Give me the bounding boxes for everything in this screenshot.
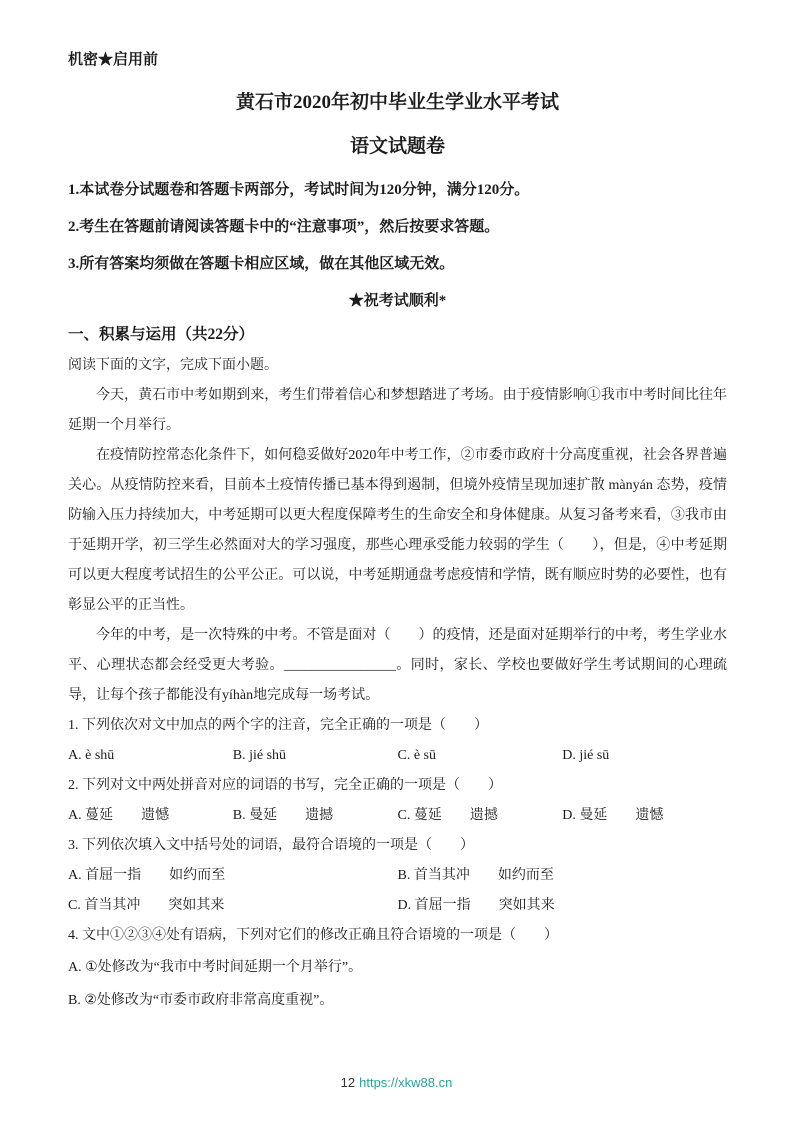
- question-1: [68, 711, 727, 771]
- question-2-stem: 2. 下列对文中两处拼音对应的词语的书写，完全正确的一项是（ ）: [68, 778, 502, 793]
- question-2: [68, 771, 727, 831]
- watermark-url[interactable]: https://xkw88.cn: [359, 1075, 453, 1090]
- question-3-option-d: D. 首屈一指 突如其来: [397, 898, 555, 913]
- question-1-option-a: A. è shū: [68, 748, 115, 763]
- exam-subtitle: 语文试题卷: [349, 136, 445, 157]
- exam-wish: ★祝考试顺利*: [348, 293, 447, 309]
- question-1-option-b: B. jié shū: [232, 748, 287, 763]
- section-title: 一、积累与运用（共22分）: [68, 326, 255, 343]
- question-2-option-a: A. 蔓延 遗憾: [68, 808, 170, 823]
- notice-line-1: 1.本试卷分试题卷和答题卡两部分，考试时间为120分钟，满分120分。: [68, 182, 530, 198]
- question-1-options: [68, 741, 727, 771]
- notice-line-2: 2.考生在答题前请阅读答题卡中的“注意事项”，然后按要求答题。: [68, 219, 500, 235]
- question-3-options: [68, 861, 727, 921]
- page-footer: [0, 1075, 793, 1090]
- question-4: [68, 921, 727, 1017]
- question-2-option-d: D. 曼延 遗憾: [562, 808, 664, 823]
- question-3-option-a: A. 首屈一指 如约而至: [68, 868, 226, 883]
- exam-notices: [68, 172, 727, 283]
- question-1-option-d: D. jié sū: [562, 748, 610, 763]
- question-3-option-b: B. 首当其冲 如约而至: [397, 868, 554, 883]
- question-2-options: [68, 801, 727, 831]
- passage-paragraph-1: 今天，黄石市中考如期到来，考生们带着信心和梦想踏进了考场。由于疫情影响①我市中考时间比往年延期一个月举行。: [68, 388, 727, 433]
- question-3: [68, 831, 727, 921]
- notice-line-3: 3.所有答案均须做在答题卡相应区域，做在其他区域无效。: [68, 256, 455, 272]
- question-1-stem: 1. 下列依次对文中加点的两个字的注音，完全正确的一项是（ ）: [68, 718, 488, 733]
- passage-intro: 阅读下面的文字，完成下面小题。: [68, 358, 278, 373]
- passage-paragraph-3: 今年的中考，是一次特殊的中考。不管是面对（ ）的疫情，还是面对延期举行的中考，考生学业水平、心理状态都会经受更大考验。________________。同时，家长、学校也要做好学生考试期间的心理疏导，让每个孩子都能没有yíhàn地完成每一场考试。: [68, 628, 727, 703]
- question-1-option-c: C. è sū: [397, 748, 436, 763]
- question-2-option-b: B. 曼延 遗撼: [232, 808, 334, 823]
- exam-title: 黄石市2020年初中毕业生学业水平考试: [235, 92, 559, 113]
- question-4-options: [68, 951, 727, 1017]
- question-2-option-c: C. 蔓延 遗撼: [397, 808, 498, 823]
- question-3-stem: 3. 下列依次填入文中括号处的词语，最符合语境的一项是（ ）: [68, 838, 474, 853]
- classification-label: 机密★启用前: [68, 52, 159, 68]
- question-4-stem: 4. 文中①②③④处有语病，下列对它们的修改正确且符合语境的一项是（ ）: [68, 928, 558, 943]
- passage-paragraph-2: 在疫情防控常态化条件下，如何稳妥做好2020年中考工作，②市委市政府十分高度重视，社会各界普遍关心。从疫情防控来看，目前本土疫情传播已基本得到遏制，但境外疫情呈现加速扩散 mànyán 态势，疫情防输入压力持续加大，中考延期可以更大程度保障考生的生命安全和身体健康。从复习备考来看，③我市由于延期开学，初三学生必然面对大的学习强度，那些心理承受能力较弱的学生（ ），但是，④中考延期可以更大程度考试招生的公平公正。可以说，中考延期通盘考虑疫情和学情，既有顺应时势的必要性，也有彰显公平的正当性。: [68, 448, 727, 613]
- question-3-option-c: C. 首当其冲 突如其来: [68, 898, 225, 913]
- page-number: 12: [340, 1075, 356, 1090]
- question-4-option-a: A. ①处修改为“我市中考时间延期一个月举行”。: [68, 960, 363, 975]
- question-4-option-b: B. ②处修改为“市委市政府非常高度重视”。: [68, 993, 334, 1008]
